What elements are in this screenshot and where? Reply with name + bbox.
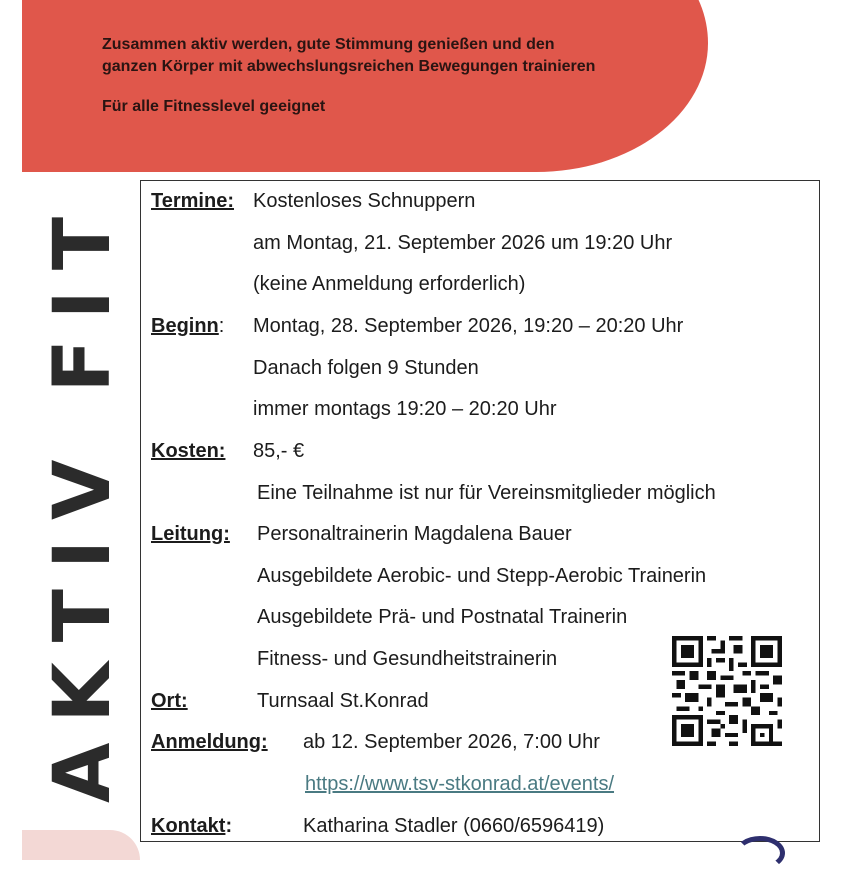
kosten-line-1: 85,- €: [253, 440, 305, 462]
termine-line-3: (keine Anmeldung erforderlich): [253, 273, 526, 295]
beginn-label: Beginn: [151, 315, 219, 337]
banner-line-2: ganzen Körper mit abwechslungsreichen Bewegungen trainieren: [102, 58, 596, 75]
leitung-label: Leitung:: [151, 523, 230, 545]
beginn-line-1: Montag, 28. September 2026, 19:20 – 20:20 Uhr: [253, 315, 684, 337]
anmeldung-label: Anmeldung:: [151, 731, 268, 753]
kontakt-line-1: Katharina Stadler (0660/6596419): [303, 815, 605, 837]
kontakt-label-wrap: [151, 814, 232, 838]
banner-line-1: Zusammen aktiv werden, gute Stimmung genießen und den: [102, 36, 555, 53]
ort-line-1: Turnsaal St.Konrad: [257, 690, 429, 712]
beginn-label-wrap: [151, 314, 224, 338]
banner-text: [102, 34, 702, 118]
termine-line-1: Kostenloses Schnuppern: [253, 190, 476, 212]
side-title: AKTIV FIT: [38, 196, 128, 804]
beginn-colon: :: [218, 315, 225, 337]
footer-decoration-right: [735, 836, 785, 870]
leitung-line-3: Ausgebildete Prä- und Postnatal Trainerin: [257, 606, 628, 628]
qr-code-icon[interactable]: [672, 636, 782, 746]
ort-label: Ort:: [151, 690, 188, 712]
termine-label: Termine:: [151, 190, 234, 212]
kontakt-label: Kontakt: [151, 815, 226, 837]
kosten-line-2: Eine Teilnahme ist nur für Vereinsmitglieder möglich: [257, 482, 716, 504]
footer-decoration-left: [22, 830, 140, 860]
banner-subline: Für alle Fitnesslevel geeignet: [102, 98, 326, 115]
kontakt-colon: :: [225, 815, 233, 837]
termine-line-2: am Montag, 21. September 2026 um 19:20 Uhr: [253, 232, 673, 254]
anmeldung-line-1: ab 12. September 2026, 7:00 Uhr: [303, 731, 600, 753]
anmeldung-link[interactable]: https://www.tsv-stkonrad.at/events/: [305, 773, 615, 795]
beginn-line-2: Danach folgen 9 Stunden: [253, 357, 479, 379]
leitung-line-1: Personaltrainerin Magdalena Bauer: [257, 523, 572, 545]
beginn-line-3: immer montags 19:20 – 20:20 Uhr: [253, 398, 557, 420]
kosten-label: Kosten:: [151, 440, 226, 462]
leitung-line-4: Fitness- und Gesundheitstrainerin: [257, 648, 558, 670]
leitung-line-2: Ausgebildete Aerobic- und Stepp-Aerobic Trainerin: [257, 565, 707, 587]
